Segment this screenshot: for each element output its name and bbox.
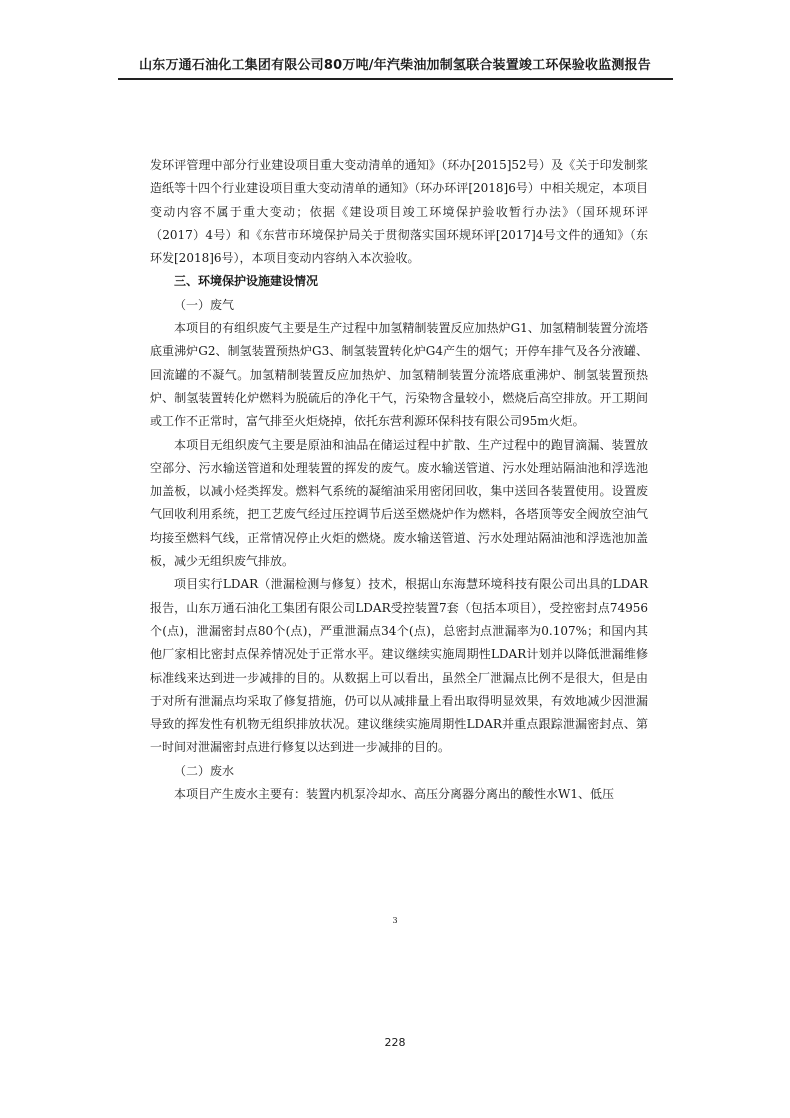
paragraph-ldar: 项目实行LDAR（泄漏检测与修复）技术，根据山东海慧环境科技有限公司出具的LDAR报告，山东万通石油化工集团有限公司LDAR受控装置7套（包括本项目），受控密封点74956个(点)，泄漏密封点80个(点)，严重泄漏点34个(点)，总密封点泄漏率为0.107%；和国内其他厂家相比密封点保养情况处于正常水平。建议继续实施周期性LDAR计划并以降低泄漏维修标准线来达到进一步减排的目的。从数据上可以看出，虽然全厂泄漏点比例不是很大，但是由于对所有泄漏点均采取了修复措施，仍可以从减排量上看出取得明显效果，有效地减少因泄漏导致的挥发性有机物无组织排放状况。建议继续实施周期性LDAR并重点跟踪泄漏密封点、第一时间对泄漏密封点进行修复以达到进一步减排的目的。	[150, 577, 648, 755]
paragraph-wastewater: 本项目产生废水主要有：装置内机泵冷却水、高压分离器分离出的酸性水W1、低压	[174, 787, 614, 802]
paragraph-organized-exhaust: 本项目的有组织废气主要是生产过程中加氢精制装置反应加热炉G1、加氢精制装置分流塔底重沸炉G2、制氢装置预热炉G3、制氢装置转化炉G4产生的烟气；开停车排气及各分液罐、回流罐的不凝气。加氢精制装置反应加热炉、加氢精制装置分流塔底重沸炉、制氢装置预热炉、制氢装置转化炉燃料为脱硫后的净化干气，污染物含量较小，燃烧后高空排放。开工期间或工作不正常时，富气排至火炬烧掉，依托东营利源环保科技有限公司95m火炬。	[150, 321, 648, 429]
section-heading-environmental-facilities: 三、环境保护设施建设情况	[174, 274, 319, 289]
header-divider	[118, 78, 673, 80]
document-body	[150, 154, 648, 806]
page-number: 3	[392, 916, 398, 925]
paragraph-intro: 发环评管理中部分行业建设项目重大变动清单的通知》（环办[2015]52号）及《关于印发制浆造纸等十四个行业建设项目重大变动清单的通知》（环办环评[2018]6号）中相关规定，本项目变动内容不属于重大变动；依据《建设项目竣工环境保护验收暂行办法》（国环规环评（2017）4号）和《东营市环境保护局关于贯彻落实国环规环评[2017]4号文件的通知》（东环发[2018]6号），本项目变动内容纳入本次验收。	[150, 158, 648, 266]
document-page-number: 228	[384, 1036, 406, 1049]
page-header-title: 山东万通石油化工集团有限公司80万吨/年汽柴油加制氢联合装置竣工环保验收监测报告	[139, 58, 651, 73]
subsection-heading-exhaust-gas: （一）废气	[174, 297, 235, 312]
subsection-heading-wastewater: （二）废水	[174, 763, 235, 778]
paragraph-fugitive-exhaust: 本项目无组织废气主要是原油和油品在储运过程中扩散、生产过程中的跑冒滴漏、装置放空部分、污水输送管道和处理装置的挥发的废气。废水输送管道、污水处理站隔油池和浮选池加盖板，以减小烃类挥发。燃料气系统的凝缩油采用密闭回收，集中送回各装置使用。设置废气回收利用系统，把工艺废气经过压控调节后送至燃烧炉作为燃料，各塔顶等安全阀放空油气均接至燃料气线，正常情况停止火炬的燃烧。废水输送管道、污水处理站隔油池和浮选池加盖板，减少无组织废气排放。	[150, 437, 648, 569]
